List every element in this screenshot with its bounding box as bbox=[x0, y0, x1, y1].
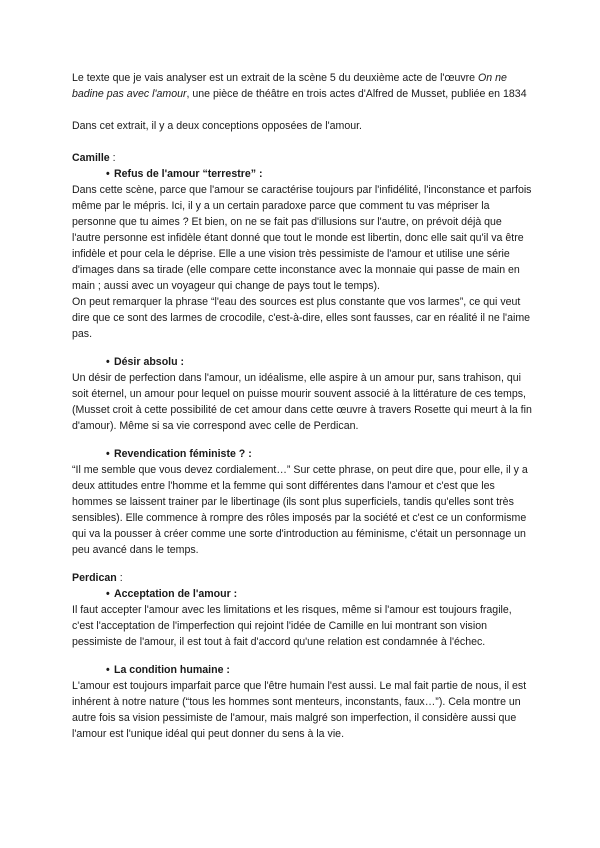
thesis-paragraph: Dans cet extrait, il y a deux conceptions opposées de l'amour. bbox=[72, 120, 362, 132]
bullet-icon: • bbox=[106, 588, 110, 600]
section-heading-text: Refus de l'amour “terrestre” : bbox=[114, 168, 263, 180]
section-heading-text: La condition humaine : bbox=[114, 664, 230, 676]
body-paragraph: Il faut accepter l'amour avec les limitations et les risques, même si l'amour est toujours fragile, c'est l'acceptation de l'imperfection qui rejoint l'idée de Camille en lui montrant son vision pessimiste de l'amour, il est tout à fait d'accord qu'une relation est condamnée à l'échec. bbox=[72, 604, 512, 648]
bullet-icon: • bbox=[106, 664, 110, 676]
body-paragraph: “Il me semble que vous devez cordialement…” Sur cette phrase, on peut dire que, pour elle, il y a deux attitudes entre l'homme et la femme qui sont différentes dans l'amour et c'est que les hommes se laissent trainer par le libertinage (ils sont plus superficiels, tandis qu'elles sont très sensibles). Elle commence à rompre des rôles imposés par la société et c'est ce un conformisme qui va la pousser à créer comme une sorte d'introduction au féminisme, c'était un personnage un peu avancé dans le temps. bbox=[72, 464, 528, 556]
work-title: On ne badine pas avec l'amour bbox=[72, 72, 507, 100]
character-name-perdican: Perdican bbox=[72, 572, 117, 584]
section-heading bbox=[72, 354, 532, 370]
intro-text-before: Le texte que je vais analyser est un extrait de la scène 5 du deuxième acte de l'œuvre bbox=[72, 72, 478, 84]
section-heading bbox=[72, 166, 532, 182]
section-heading-text: Désir absolu : bbox=[114, 356, 185, 368]
character-suffix: : bbox=[109, 152, 116, 164]
bullet-icon: • bbox=[106, 448, 110, 460]
body-paragraph: Un désir de perfection dans l'amour, un idéalisme, elle aspire à un amour pur, sans trahison, qui soit éternel, un amour pour lequel on puisse mourir souvent associé à la littérature de ces temps, (Musset croit à cette possibilité de cet amour dans cette œuvre à travers Rosette qui meurt à la fin d'amour). Même si sa vie correspond avec celle de Perdican. bbox=[72, 372, 532, 432]
section-heading bbox=[72, 662, 532, 678]
character-suffix: : bbox=[116, 572, 123, 584]
bullet-icon: • bbox=[106, 356, 110, 368]
body-paragraph: L'amour est toujours imparfait parce que l'être humain l'est aussi. Le mal fait partie de nous, il est inhérent à notre nature (“tous les hommes sont menteurs, inconstants, faux…”). Cela montre un autre fois sa vision pessimiste de l'amour, mais malgré son imperfection, il considère aussi que l'amour est l'unique idéal qui peut donner du sens à la vie. bbox=[72, 680, 527, 740]
section-heading-text: Acceptation de l'amour : bbox=[114, 588, 238, 600]
body-paragraph: On peut remarquer la phrase “l'eau des sources est plus constante que vos larmes”, ce qui veut dire que ce sont des larmes de crocodile, c'est-à-dire, elles sont fausses, car en réalité il ne l'aime pas. bbox=[72, 296, 531, 340]
document-page bbox=[72, 70, 532, 742]
character-name-camille: Camille bbox=[72, 152, 110, 164]
section-heading-text: Revendication féministe ? : bbox=[114, 448, 252, 460]
section-heading bbox=[72, 446, 532, 462]
intro-paragraph bbox=[72, 70, 532, 102]
bullet-icon: • bbox=[106, 168, 110, 180]
section-heading bbox=[72, 586, 532, 602]
intro-text-after: , une pièce de théâtre en trois actes d'Alfred de Musset, publiée en 1834 bbox=[186, 88, 527, 100]
character-heading-perdican bbox=[72, 570, 532, 586]
body-paragraph: Dans cette scène, parce que l'amour se caractérise toujours par l'infidélité, l'inconstance et parfois même par le mépris. Ici, il y a un certain paradoxe parce que comment tu vas mépriser la personne que tu aimes ? Et bien, on ne se fait pas d'illusions sur l'autre, on prévoit déjà que l'autre personne est infidèle étant donné que tout le monde est libertin, donc elle sait qu'il va être infidèle et pour cela le déprise. Elle a une vision très pessimiste de l'amour et utilise une série d'images dans sa tirade (elle compare cette inconstance avec la monnaie qui passe de main en main ; aussi avec un voyageur qui change de pays tout le temps). bbox=[72, 184, 532, 292]
character-heading-camille bbox=[72, 150, 532, 166]
